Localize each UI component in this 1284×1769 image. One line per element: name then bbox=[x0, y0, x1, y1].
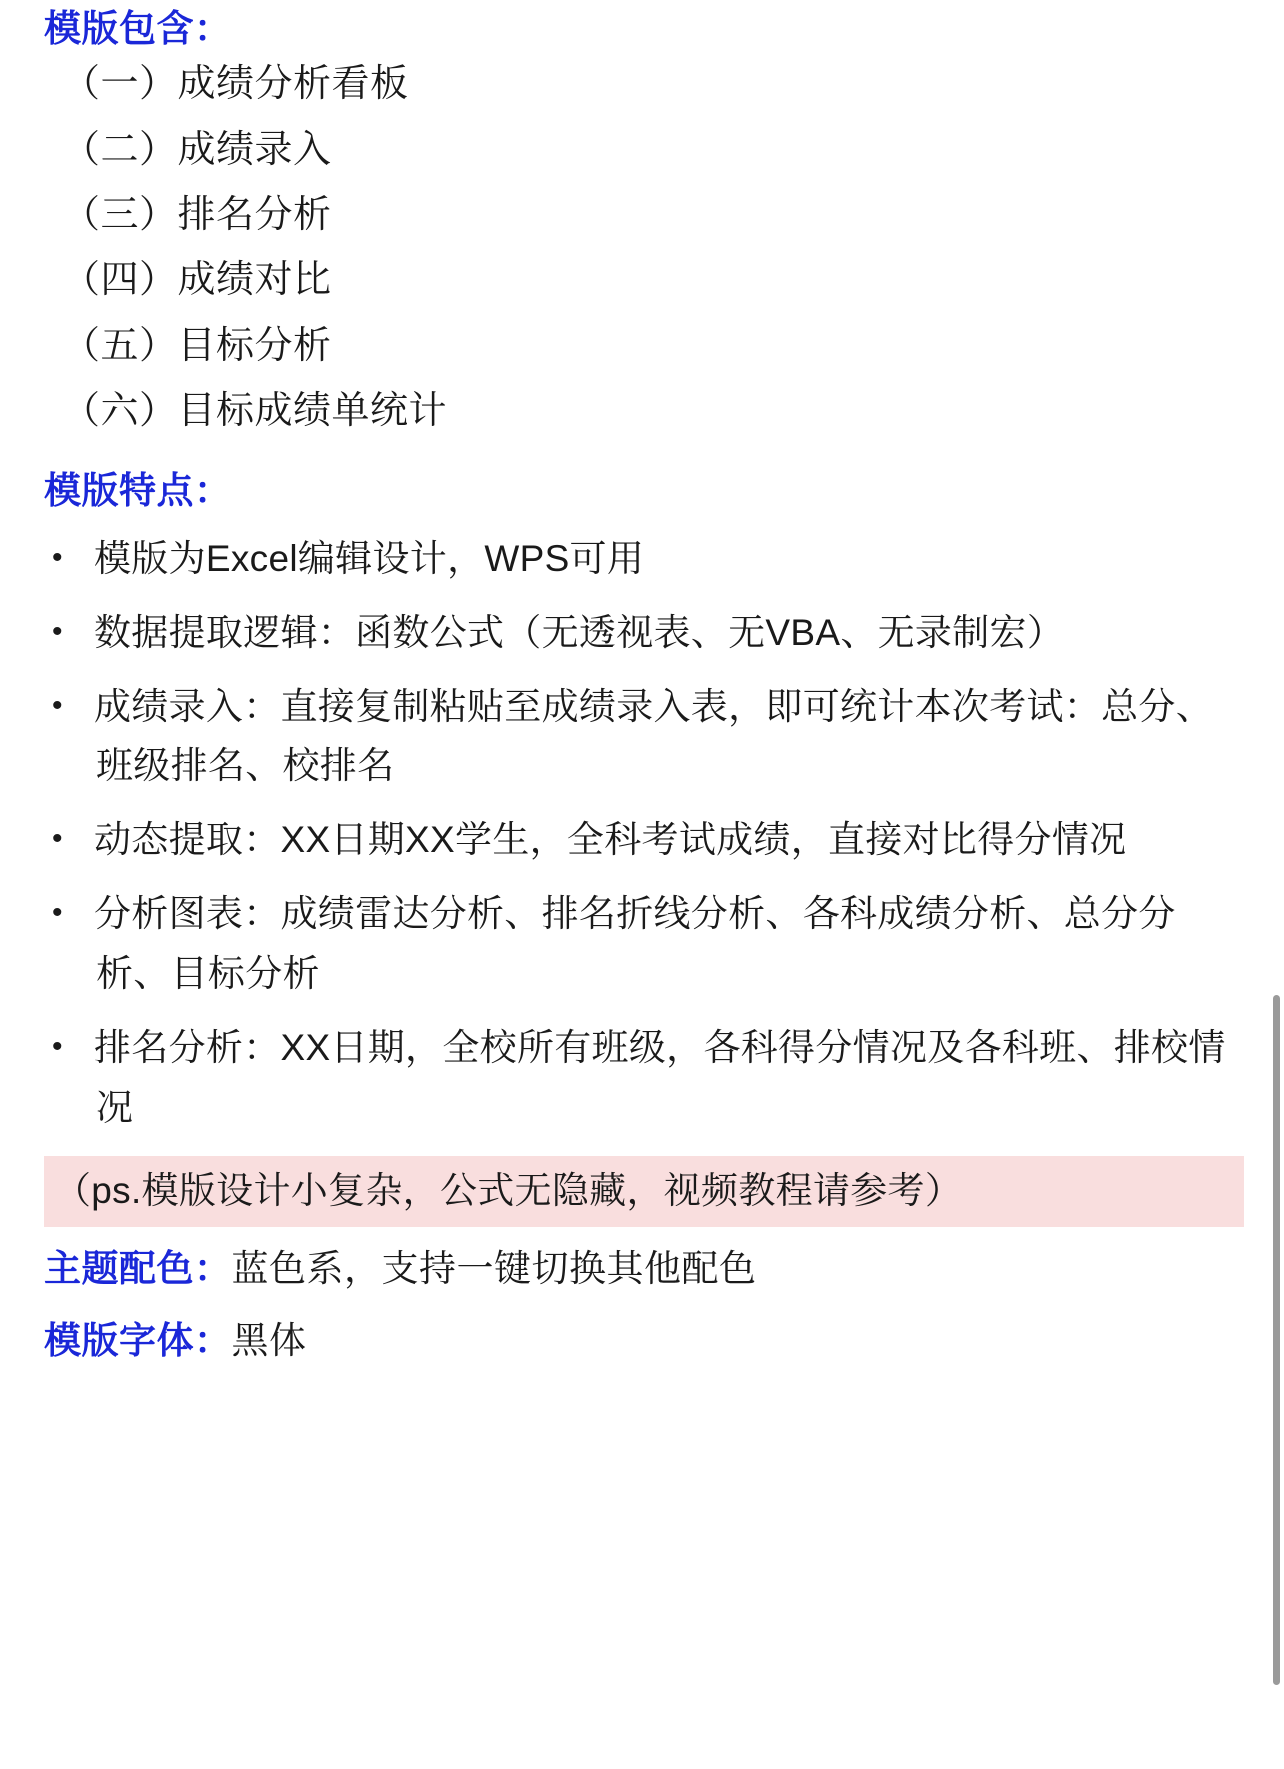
contents-item: （五）目标分析 bbox=[62, 324, 332, 367]
features-heading: 模版特点： bbox=[44, 470, 232, 512]
list-item bbox=[44, 663, 1244, 797]
meta-key: 主题配色： bbox=[44, 1248, 232, 1290]
vertical-scrollbar[interactable] bbox=[1273, 995, 1280, 1685]
list-item-text: 成绩录入：直接复制粘贴至成绩录入表，即可统计本次考试：总分、班级排名、校排名 bbox=[94, 685, 1213, 787]
list-item-text: 分析图表：成绩雷达分析、排名折线分析、各科成绩分析、总分分析、目标分析 bbox=[94, 893, 1176, 995]
list-item-text: 动态提取：XX日期XX学生，全科考试成绩，直接对比得分情况 bbox=[94, 819, 1127, 861]
meta-value: 黑体 bbox=[231, 1319, 307, 1361]
list-item bbox=[44, 870, 1244, 1004]
meta-value: 蓝色系，支持一键切换其他配色 bbox=[231, 1248, 757, 1290]
list-item-text: 排名分析：XX日期，全校所有班级，各科得分情况及各科班、排校情况 bbox=[94, 1027, 1226, 1129]
bullet-icon: • bbox=[52, 1030, 63, 1064]
contents-item: （二）成绩录入 bbox=[62, 128, 332, 171]
list-item bbox=[44, 589, 1244, 663]
bullet-icon: • bbox=[52, 540, 63, 574]
list-item-text: 模版为Excel编辑设计，WPS可用 bbox=[94, 537, 645, 579]
list-item bbox=[44, 515, 1244, 589]
list-item-text: 数据提取逻辑：函数公式（无透视表、无VBA、无录制宏） bbox=[94, 611, 1065, 653]
bullet-icon: • bbox=[52, 688, 63, 722]
bullet-icon: • bbox=[52, 896, 63, 930]
meta-row-theme-color bbox=[44, 1227, 1244, 1298]
meta-row-font bbox=[44, 1299, 1244, 1370]
list-item bbox=[44, 1004, 1244, 1138]
contents-item: （四）成绩对比 bbox=[62, 259, 332, 302]
meta-key: 模版字体： bbox=[44, 1319, 232, 1361]
list-item bbox=[44, 796, 1244, 870]
note-highlight: （ps.模版设计小复杂，公式无隐藏，视频教程请参考） bbox=[44, 1156, 1244, 1227]
contents-heading: 模版包含： bbox=[44, 8, 232, 49]
contents-item: （三）排名分析 bbox=[62, 193, 332, 236]
contents-item: （一）成绩分析看板 bbox=[62, 63, 409, 106]
bullet-icon: • bbox=[52, 822, 63, 856]
contents-item: （六）目标成绩单统计 bbox=[62, 390, 448, 433]
bullet-icon: • bbox=[52, 614, 63, 648]
